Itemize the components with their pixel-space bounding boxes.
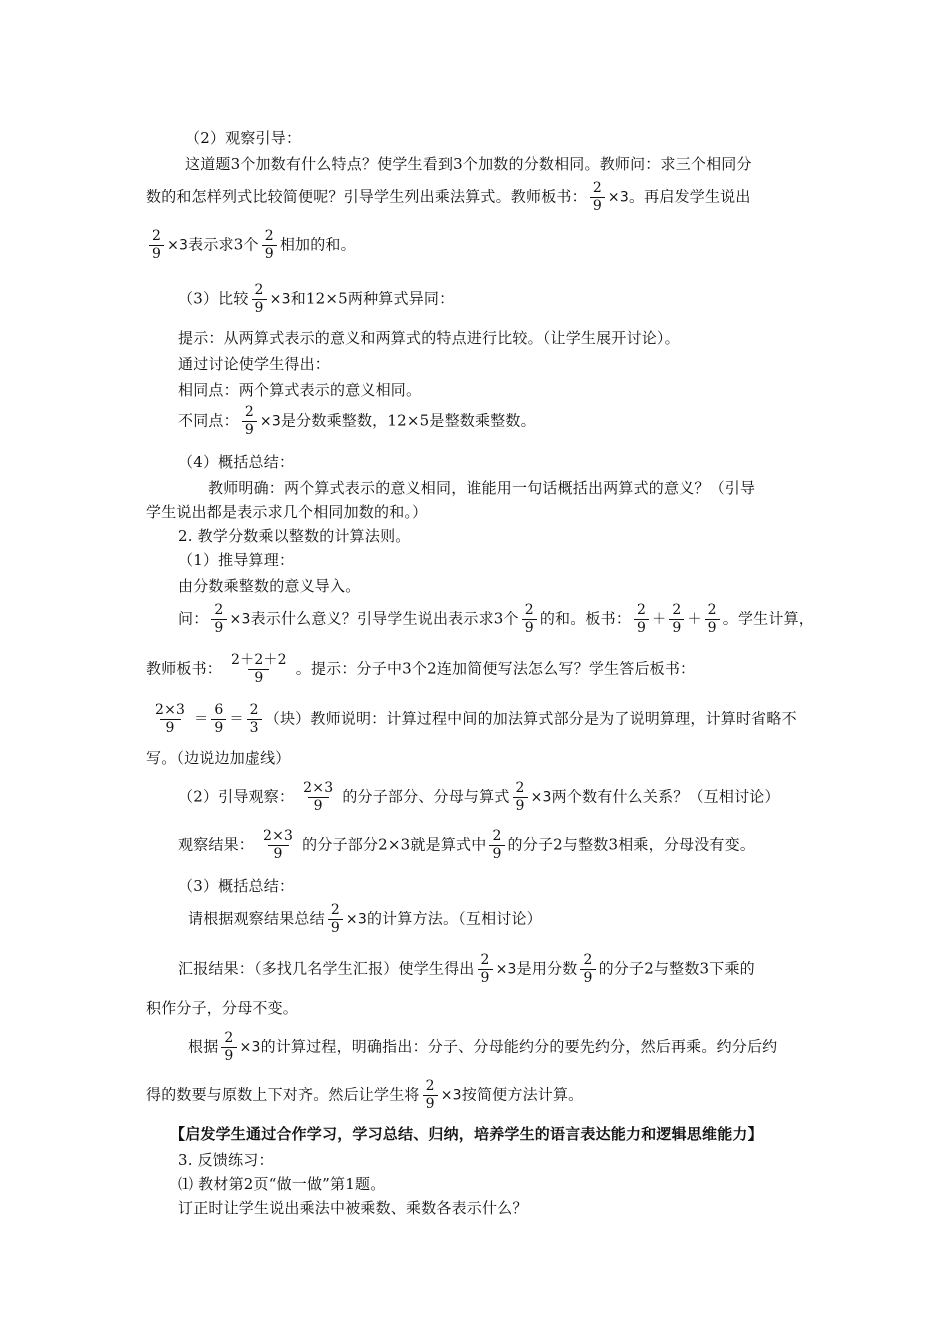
paragraph-line: 学生说出都是表示求几个相同加数的和。） [146, 503, 428, 521]
fraction-six-ninths: $\frac{6}{9}$ [211, 702, 226, 737]
paragraph-line: 提示：从两算式表示的意义和两算式的特点进行比较。（让学生展开讨论）。 [178, 329, 680, 347]
fraction-two-ninths: $\frac{2}{9}$ [262, 228, 277, 263]
fraction-product: $\frac{2\times 3}{9}$ [263, 828, 294, 862]
paragraph-line: 订正时让学生说出乘法中被乘数、乘数各表示什么？ [178, 1199, 528, 1217]
paragraph-line: 这道题3个加数有什么特点？使学生看到3个加数的分数相同。教师问：求三个相同分 [185, 155, 752, 173]
paragraph-line: 积作分子，分母不变。 [146, 999, 299, 1017]
heading-feedback: 3. 反馈练习： [178, 1151, 274, 1169]
paragraph-line: 不同点： $\frac{2}{9}$ ×3是分数乘整数，12×5是整数乘整数。 [178, 404, 536, 438]
fraction-product: $\frac{2\times 3}{9}$ [303, 780, 334, 814]
paragraph-line: 教师板书： $\frac{2+2+2}{9}$ 。提示：分子中3个2连加简便写法怎么写？学生答后板书： [146, 652, 696, 686]
fraction-two-thirds: $\frac{2}{3}$ [247, 702, 262, 737]
heading-compare: （3）比较 $\frac{2}{9}$ ×3和12×5两种算式异同： [178, 282, 455, 316]
paragraph-line: 写。（边说边加虚线） [146, 749, 291, 767]
fraction-two-ninths: $\frac{2}{9}$ [423, 1078, 438, 1113]
fraction-two-ninths: $\frac{2}{9}$ [252, 282, 267, 317]
fraction-two-ninths: $\frac{2}{9}$ [705, 602, 720, 637]
paragraph-line: 得的数要与原数上下对齐。然后让学生将 $\frac{2}{9}$ ×3按简便方法计算。 [146, 1078, 584, 1112]
fraction-two-ninths: $\frac{2}{9}$ [242, 404, 257, 439]
paragraph-line: 观察结果： $\frac{2\times 3}{9}$ 的分子部分2×3就是算式中 $\frac{2}{9}$ 的分子2与整数3相乘，分母没有变。 [178, 828, 756, 862]
fraction-two-ninths: $\frac{2}{9}$ [522, 602, 537, 637]
fraction-two-ninths: $\frac{2}{9}$ [669, 602, 684, 637]
paragraph-line: 汇报结果：（多找几名学生汇报）使学生得出 $\frac{2}{9}$ ×3是用分数 $\frac{2}{9}$ 的分子2与整数3下乘的 [178, 952, 755, 986]
heading-summary: （4）概括总结： [178, 453, 295, 471]
fraction-two-ninths: $\frac{2}{9}$ [489, 828, 504, 863]
paragraph-line: 问： $\frac{2}{9}$ ×3表示什么意义？引导学生说出表示求3个 $\frac{2}{9}$ 的和。板书： $\frac{2}{9}$ ＋ $\frac{2}{9}$ ＋ $\frac{2}{9}$ 。学生计算， [178, 602, 814, 636]
heading-guide-observe: （2）引导观察： $\frac{2\times 3}{9}$ 的分子部分、分母与算式 $\frac{2}{9}$ ×3两个数有什么关系？（互相讨论） [178, 780, 780, 814]
fraction-two-ninths: $\frac{2}{9}$ [634, 602, 649, 637]
paragraph-line: 根据 $\frac{2}{9}$ ×3的计算过程，明确指出：分子、分母能约分的要先约分，然后再乘。约分后约 [188, 1030, 778, 1064]
paragraph-line: $\frac{2}{9}$ ×3表示求3个 $\frac{2}{9}$ 相加的和。 [146, 228, 356, 263]
design-intent-note: 【启发学生通过合作学习，学习总结、归纳，培养学生的语言表达能力和逻辑思维能力】 [170, 1125, 763, 1143]
fraction-two-ninths: $\frac{2}{9}$ [221, 1030, 236, 1065]
paragraph-line: 由分数乘整数的意义导入。 [178, 577, 361, 595]
paragraph-line: 请根据观察结果总结 $\frac{2}{9}$ ×3的计算方法。（互相讨论） [188, 902, 542, 936]
paragraph-line: ⑴ 教材第2页“做一做”第1题。 [178, 1175, 386, 1193]
fraction-two-ninths: $\frac{2}{9}$ [580, 952, 595, 987]
paragraph-line: $\frac{2\times 3}{9}$ ＝ $\frac{6}{9}$ ＝ $\frac{2}{3}$ （块）教师说明：计算过程中间的加法算式部分是为了说明算理，计算时省略不 [146, 702, 797, 737]
fraction-two-ninths: $\frac{2}{9}$ [513, 780, 528, 815]
fraction-two-ninths: $\frac{2}{9}$ [149, 228, 164, 263]
paragraph-line: 教师明确：两个算式表示的意义相同，谁能用一句话概括出两算式的意义？（引导 [208, 479, 756, 497]
heading-observe-guide: （2）观察引导： [185, 129, 302, 147]
paragraph-line: 通过讨论使学生得出： [178, 355, 331, 373]
fraction-two-ninths: $\frac{2}{9}$ [328, 902, 343, 937]
fraction-product: $\frac{2\times 3}{9}$ [155, 702, 186, 736]
paragraph-line: 数的和怎样列式比较简便呢？引导学生列出乘法算式。教师板书： $\frac{2}{9}$ ×3。再启发学生说出 [146, 180, 751, 214]
heading-summary-2: （3）概括总结： [178, 877, 295, 895]
heading-derive: （1）推导算理： [178, 551, 295, 569]
fraction-sum: $\frac{2+2+2}{9}$ [231, 652, 287, 686]
fraction-two-ninths: $\frac{2}{9}$ [590, 180, 605, 215]
paragraph-line: 相同点：两个算式表示的意义相同。 [178, 381, 422, 399]
fraction-two-ninths: $\frac{2}{9}$ [478, 952, 493, 987]
heading-rule: 2. 教学分数乘以整数的计算法则。 [178, 527, 411, 545]
fraction-two-ninths: $\frac{2}{9}$ [211, 602, 226, 637]
